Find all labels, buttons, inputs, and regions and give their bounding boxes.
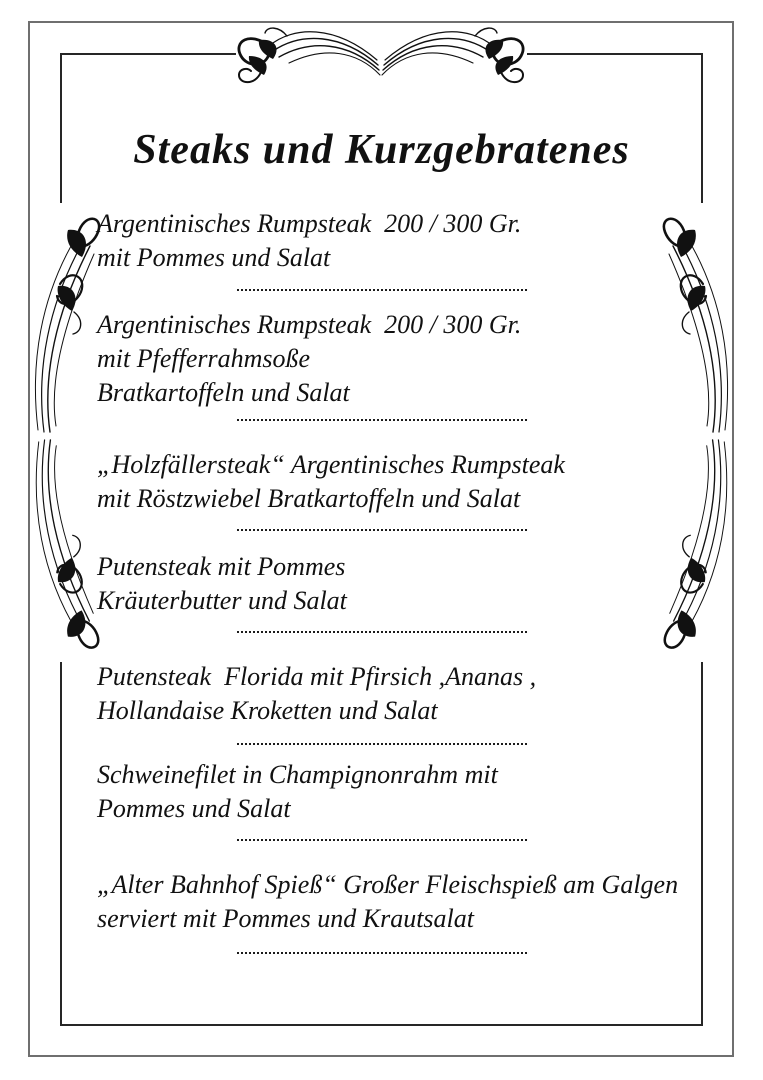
menu-item-line: Schweinefilet in Champignonrahm mit: [97, 760, 498, 789]
dotted-separator: [237, 839, 527, 841]
menu-item: [97, 868, 707, 936]
menu-item-line: mit Pommes und Salat: [97, 243, 331, 272]
menu-item-line: „Holzfällersteak“ Argentinisches Rumpsteak: [97, 450, 565, 479]
page-title: Steaks und Kurzgebratenes: [133, 127, 630, 174]
menu-item: [97, 207, 707, 275]
menu-item-line: Bratkartoffeln und Salat: [97, 378, 350, 407]
menu-item-line: serviert mit Pommes und Krautsalat: [97, 904, 474, 933]
menu-item: [97, 758, 707, 826]
menu-item-line: Argentinisches Rumpsteak 200 / 300 Gr.: [97, 209, 522, 238]
menu-item-line: Pommes und Salat: [97, 794, 291, 823]
left-upper-flourish-ornament: [30, 206, 102, 434]
dotted-separator: [237, 529, 527, 531]
menu-item-line: „Alter Bahnhof Spieß“ Großer Fleischspieß am Galgen: [97, 870, 679, 899]
menu-item: [97, 448, 707, 516]
dotted-separator: [237, 419, 527, 421]
dotted-separator: [237, 952, 527, 954]
menu-item-line: Argentinisches Rumpsteak 200 / 300 Gr.: [97, 310, 522, 339]
menu-item-line: Putensteak Florida mit Pfirsich ,Ananas ,: [97, 662, 537, 691]
menu-item: [97, 660, 707, 728]
menu-item: [97, 308, 707, 410]
dotted-separator: [237, 631, 527, 633]
menu-item-line: mit Röstzwiebel Bratkartoffeln und Salat: [97, 484, 521, 513]
dotted-separator: [237, 289, 527, 291]
left-lower-flourish-ornament: [30, 438, 102, 660]
menu-item-line: Kräuterbutter und Salat: [97, 586, 347, 615]
menu-item: [97, 550, 707, 618]
dotted-separator: [237, 743, 527, 745]
menu-item-line: mit Pfefferrahmsoße: [97, 344, 311, 373]
menu-item-line: Putensteak mit Pommes: [97, 552, 346, 581]
top-flourish-ornament: [231, 20, 531, 88]
menu-item-line: Hollandaise Kroketten und Salat: [97, 696, 438, 725]
